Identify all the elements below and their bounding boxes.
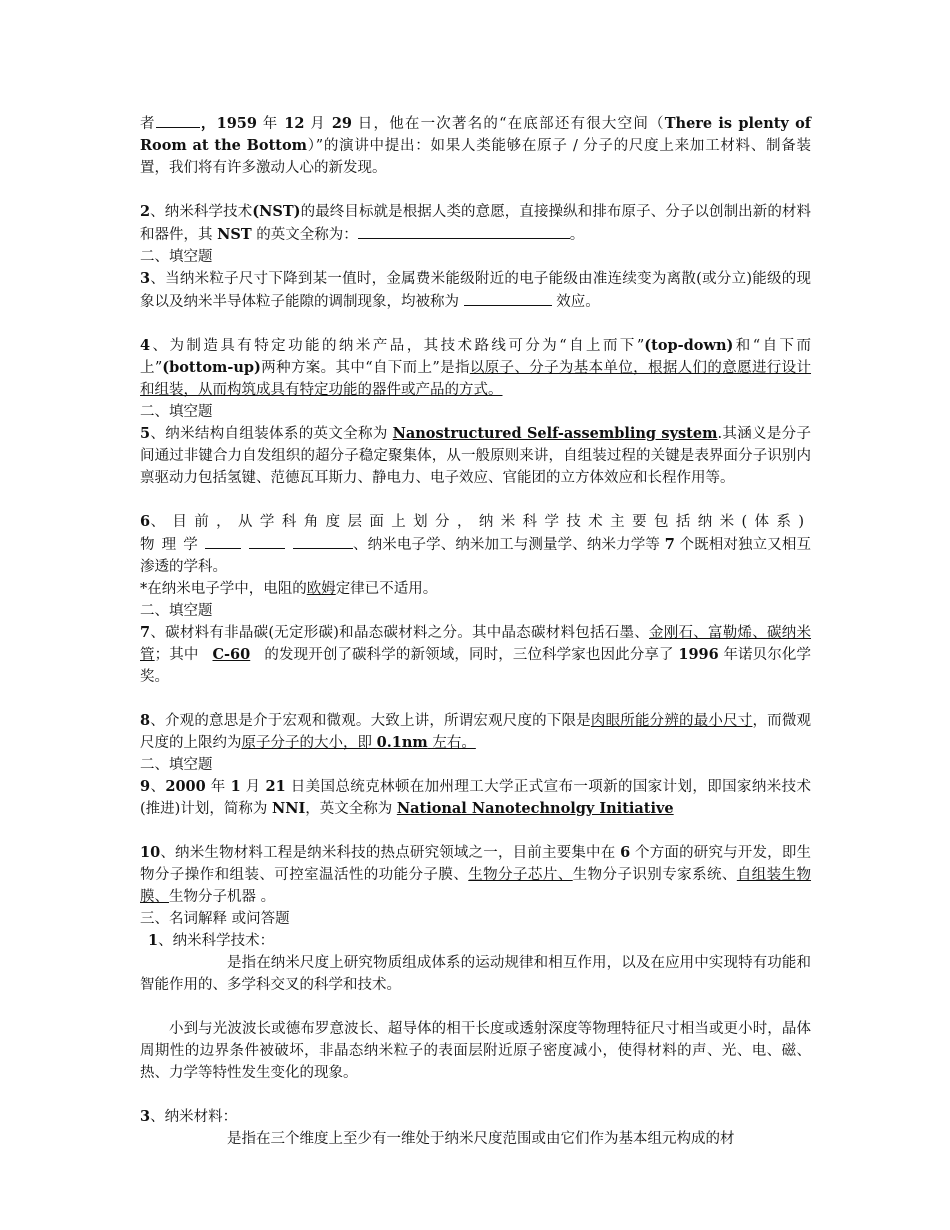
text-bold: 29 <box>331 115 352 132</box>
text: 。 <box>569 227 585 243</box>
text: 定律已不适用。 <box>335 581 438 597</box>
text: 的发现开创了碳科学的新领域，同时，三位科学家也因此分享了 <box>264 647 679 663</box>
document-page <box>140 112 811 1150</box>
section-heading-fill: 二、填空题 <box>140 757 213 773</box>
section-heading-fill: 二、填空题 <box>140 249 213 265</box>
text: 的最终目标就是根据人类的意愿，直接操纵和排布原子、分子以创制出新的材料和器件，其 <box>140 204 812 243</box>
text-bold: 12 <box>284 115 305 132</box>
text: 月 <box>304 116 332 132</box>
text: 、纳米结构自组装体系的英文全称为 <box>150 426 393 442</box>
question-number: 8 <box>140 712 151 729</box>
question-number: 5 <box>140 425 151 442</box>
text-bold: 1 <box>230 778 241 795</box>
fill-blank <box>464 290 552 306</box>
text: ）”的演讲中提出：如果人类能够在原子 / 分子的尺度上来加工材料、制备装置，我们将有许多激动人心的新发现。 <box>140 138 811 176</box>
text: 、目前，从学科角度层面上划分，纳米科学技术主要包括纳米(体系)物理学 <box>140 514 811 553</box>
fill-blank <box>156 112 200 128</box>
text: 者 <box>140 116 156 132</box>
term-3-definition: 是指在三个维度上至少有一维处于纳米尺度范围或由它们作为基本组元构成的材 <box>227 1131 735 1147</box>
answer-underlined: C-60 <box>212 646 251 663</box>
text-bold: 1996 <box>678 646 719 663</box>
text: 生物分子识别专家系统、 <box>572 867 737 883</box>
text-bold: (top-down) <box>644 337 734 354</box>
term-1-definition: 是指在纳米尺度上研究物质组成体系的运动规律和相互作用，以及在应用中实现特有功能和智能作用的、多学科交叉的科学和技术。 <box>140 955 811 993</box>
paragraph-feynman <box>140 112 811 179</box>
question-7 <box>140 622 811 688</box>
text: 、纳米科学技术 <box>150 204 253 220</box>
question-3 <box>140 268 811 313</box>
question-10 <box>140 842 811 908</box>
question-6 <box>140 511 811 578</box>
text: 个既相对独立又相互渗透的学科。 <box>140 537 811 575</box>
answer-underlined: 自组装生物膜、 <box>140 867 812 905</box>
text: 、碳材料有非晶碳(无定形碳)和晶态碳材料之分。其中晶态碳材料包括石墨、 <box>150 625 649 641</box>
text: 效应。 <box>551 294 600 310</box>
text: ，而微观尺度的上限约为 <box>140 713 812 751</box>
text: 和“自下而上” <box>140 338 811 376</box>
section-heading-terms: 三、名词解释 或问答题 <box>140 911 290 927</box>
answer-underlined: 左右。 <box>427 735 476 751</box>
text: 、纳米电子学、纳米加工与测量学、纳米力学等 <box>352 537 665 553</box>
question-number: 4 <box>140 337 151 354</box>
question-number: 7 <box>140 624 151 641</box>
text-bold: (bottom-up) <box>162 359 261 376</box>
question-8 <box>140 710 811 754</box>
term-1-title <box>140 930 811 952</box>
text: 两种方案。其中“自下而上”是指 <box>260 360 470 376</box>
question-number: 2 <box>140 203 151 220</box>
fill-blank <box>358 223 570 239</box>
answer-underlined: Nanostructured Self-assembling system <box>392 425 718 442</box>
text-bold: (NST) <box>252 203 301 220</box>
text: 日，他在一次著名的“在底部还有很大空间（ <box>352 116 665 132</box>
text: 年 <box>256 116 285 132</box>
text: 月 <box>240 779 266 795</box>
question-9 <box>140 776 811 820</box>
note-ohm <box>140 578 811 600</box>
term-3-title <box>140 1106 811 1128</box>
question-number: 9 <box>140 778 151 795</box>
fill-blank <box>293 533 353 549</box>
question-4 <box>140 335 811 401</box>
text: 年诺贝尔化学奖。 <box>140 647 812 685</box>
section-heading-fill: 二、填空题 <box>140 603 213 619</box>
term-2-definition: 小到与光波波长或德布罗意波长、超导体的相干长度或透射深度等物理特征尺寸相当或更小时，晶体周期性的边界条件被破坏，非晶态纳米粒子的表面层附近原子密度减小，使得材料的声、光、电、磁、热、力学等特性发生变化的现象。 <box>140 1021 811 1081</box>
text: 的英文全称为： <box>251 227 358 243</box>
text: 、当纳米粒子尺寸下降到某一值时，金属费米能级附近的电子能级由准连续变为离散(或分立)能级的现象以及纳米半导体粒子能隙的调制现象，均被称为 <box>140 271 811 310</box>
text-bold: ，1959 <box>199 115 257 132</box>
section-heading-fill: 二、填空题 <box>140 404 213 420</box>
text-bold: 2000 <box>165 778 206 795</box>
question-number: 6 <box>140 513 151 530</box>
text: 、纳米材料： <box>150 1109 238 1125</box>
question-number: 3 <box>140 270 151 287</box>
question-5 <box>140 423 811 489</box>
question-number: 1 <box>148 932 159 949</box>
text: 、 <box>150 779 166 795</box>
answer-underlined: 欧姆 <box>306 581 336 597</box>
text: 、介观的意思是介于宏观和微观。大致上讲，所谓宏观尺度的下限是 <box>150 713 591 729</box>
text-bold: 7 <box>664 536 675 553</box>
text: 、纳米生物材料工程是纳米科技的热点研究领域之一，目前主要集中在 <box>160 845 621 861</box>
question-number: 3 <box>140 1108 151 1125</box>
answer-underlined: 原子分子的大小，即 <box>241 735 377 751</box>
text: 、为制造具有特定功能的纳米产品，其技术路线可分为“自上而下” <box>150 338 645 354</box>
answer-underlined: 生物分子芯片、 <box>468 867 573 883</box>
fill-blank <box>205 533 241 549</box>
text: 日美国总统克林顿在加州理工大学正式宣布一项新的国家计划，即国家纳米技术(推进)计划，简称为 <box>140 779 812 817</box>
text-bold: 6 <box>620 844 631 861</box>
answer-underlined: National Nanotechnolgy Initiative <box>396 800 674 817</box>
text: 年 <box>205 779 231 795</box>
answer-underlined: 肉眼所能分辨的最小尺寸 <box>590 713 753 729</box>
text: 个方面的研究与开发，即生物分子操作和组装、可控室温活性的功能分子膜、 <box>140 845 812 883</box>
text-bold: NNI <box>271 800 306 817</box>
text: *在纳米电子学中，电阻的 <box>140 581 307 597</box>
question-number: 10 <box>140 844 161 861</box>
question-2 <box>140 201 811 246</box>
text-bold: 21 <box>265 778 286 795</box>
answer-underlined: 0.1nm <box>376 734 428 751</box>
text: .其涵义是分子间通过非键合力自发组织的超分子稳定聚集体，从一般原则来讲，自组装过程的关键是表界面分子识别内禀驱动力包括氢键、范德瓦耳斯力、静电力、电子效应、官能团的立方体效应和长程作用等。 <box>140 426 812 486</box>
fill-blank <box>249 533 285 549</box>
text: ；其中 <box>154 647 199 663</box>
text: 生物分子机器 。 <box>169 889 276 905</box>
answer-underlined: 金刚石、富勒烯、碳纳米管 <box>140 625 812 663</box>
text: ，英文全称为 <box>305 801 397 817</box>
text-bold: There is plenty of Room at the Bottom <box>140 115 812 154</box>
text-bold: NST <box>217 226 252 243</box>
answer-underlined: 以原子、分子为基本单位，根据人们的意愿进行设计和组装，从而构筑成具有特定功能的器件或产品的方式。 <box>140 360 812 398</box>
text: 、纳米科学技术： <box>158 933 275 949</box>
